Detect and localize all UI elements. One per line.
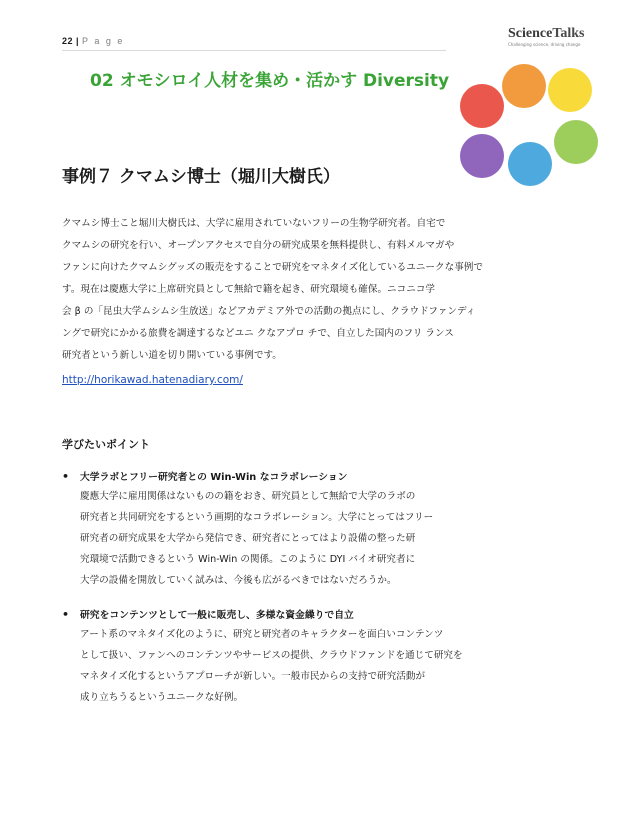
yellow-circle — [548, 68, 592, 112]
body-line: 会 β の「昆虫大学ムシムシ生放送」などアカデミア外での活動の拠点にし、クラウドファンディ — [62, 306, 476, 317]
orange-circle — [502, 64, 546, 108]
section-title: 02 オモシロイ人材を集め・活かす Diversity — [90, 71, 450, 91]
bullet-body-line: として扱い、ファンへのコンテンツやサービスの提供、クラウドファンドを通じて研究を — [80, 650, 463, 661]
green-circle — [554, 120, 598, 164]
page-number — [62, 36, 124, 46]
body-line: クマムシの研究を行い、オープンアクセスで自分の研究成果を無料提供し、有料メルマガや — [62, 240, 455, 251]
bullet-body-line: 大学の設備を開放していく試みは、今後も広がるべきではないだろうか。 — [80, 575, 397, 586]
bullet-heading — [62, 604, 462, 624]
bullet-body-line: 研究者の研究成果を大学から発信でき、研究者にとってはより設備の整った研 — [80, 533, 416, 544]
logo-wordmark-talks: Talks — [552, 26, 585, 41]
logo-wordmark — [508, 26, 598, 42]
case-title: 事例７ クマムシ博士（堀川大樹氏） — [62, 167, 340, 187]
bullet-heading-text: 大学ラボとフリー研究者との Win-Win なコラボレーション — [80, 472, 348, 483]
body-line: クマムシ博士こと堀川大樹氏は、大学に雇用されていないフリーの生物学研究者。自宅で — [62, 218, 446, 229]
body-line: 研究者という新しい道を切り開いている事例です。 — [62, 350, 282, 361]
page-label: P a g e — [82, 36, 125, 46]
body-line: ングで研究にかかる旅費を調達するなどユニ クなアプロ チで、自立した国内のフリ ランス — [62, 328, 454, 339]
page-number-separator: | — [76, 36, 80, 46]
points-heading: 学びたいポイント — [62, 438, 150, 451]
blue-circle — [508, 142, 552, 186]
bullet-body-line: 研究者と共同研究をするという画期的なコラボレーション。大学にとってはフリー — [80, 512, 434, 523]
body-line: ファンに向けたクマムシグッズの販売をすることで研究をマネタイズ化しているユニークな事例で — [62, 262, 483, 273]
horikawa-blog-link[interactable]: http://horikawad.hatenadiary.com/ — [62, 374, 243, 386]
bullet-icon: • — [62, 607, 70, 621]
bullet-item — [62, 604, 462, 708]
body-line: す。現在は慶應大学に上席研究員として無給で籍を起き、研究環境も確保。ニコニコ学 — [62, 284, 436, 295]
bullet-body — [80, 486, 462, 591]
logo-wordmark-science: Science — [508, 26, 553, 41]
header-rule — [62, 50, 446, 51]
bullet-body-line: 成り立ちうるというユニークな好例。 — [80, 692, 244, 703]
logo-tagline: Challenging science, driving change — [508, 42, 581, 47]
bullet-body-line: 慶應大学に雇用関係はないものの籍をおき、研究員として無給で大学のラボの — [80, 491, 416, 502]
page-number-value: 22 — [62, 36, 74, 46]
bullet-body-line: 究環境で活動できるという Win-Win の関係。このように DYI バイオ研究者に — [80, 554, 416, 565]
bullet-heading — [62, 466, 462, 486]
bullet-icon: • — [62, 469, 70, 483]
sciencetalks-logo — [508, 26, 598, 47]
bullet-body — [80, 624, 462, 708]
bullet-body-line: アート系のマネタイズ化のように、研究と研究者のキャラクターを面白いコンテンツ — [80, 629, 444, 640]
watercolor-circles-illustration — [452, 60, 602, 188]
purple-circle — [460, 134, 504, 178]
bullet-heading-text: 研究をコンテンツとして一般に販売し、多様な資金繰りで自立 — [80, 610, 354, 621]
red-circle — [460, 84, 504, 128]
bullet-body-line: マネタイズ化するというアプローチが新しい。一般市民からの支持で研究活動が — [80, 671, 426, 682]
bullet-item — [62, 466, 462, 591]
case-description — [62, 213, 483, 367]
